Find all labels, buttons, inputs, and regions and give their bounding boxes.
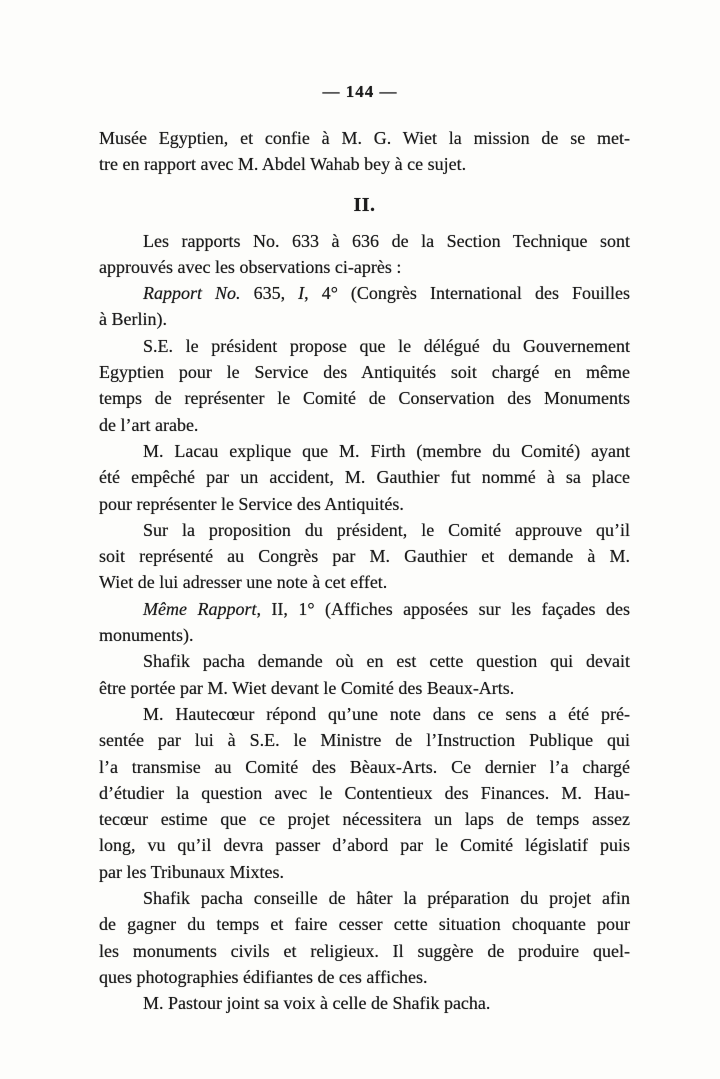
text-line bbox=[99, 701, 630, 727]
text-line bbox=[99, 464, 630, 490]
text-segment: Musée Egyptien, et confie à M. G. Wiet la mission de se met- bbox=[99, 128, 630, 148]
text-segment: été empêché par un accident, M. Gauthier fut nommé à sa place bbox=[99, 467, 630, 488]
text-segment: Egyptien pour le Service des Antiquités soit chargé en même bbox=[99, 362, 630, 383]
body-paragraph bbox=[99, 438, 630, 517]
text-segment: Wiet de lui adresser une note à cet effet. bbox=[99, 572, 388, 593]
text-segment: 635, bbox=[240, 283, 299, 304]
body-paragraph bbox=[99, 228, 630, 281]
text-segment: de gagner du temps et faire cesser cette situation choquante pour bbox=[99, 914, 630, 935]
text-segment: M. Lacau explique que M. Firth (membre du Comité) ayant bbox=[143, 440, 630, 461]
text-line bbox=[99, 151, 630, 177]
page-content bbox=[99, 125, 630, 1017]
text-line bbox=[99, 832, 630, 858]
body-paragraph bbox=[99, 701, 630, 885]
text-segment: Shafik pacha demande où en est cette question qui devait bbox=[143, 651, 630, 672]
text-line bbox=[99, 675, 630, 701]
text-segment: les monuments civils et religieux. Il suggère de produire quel- bbox=[99, 940, 630, 961]
text-line bbox=[99, 517, 630, 543]
text-segment: , II, 1° (Affiches apposées sur les façades des bbox=[256, 598, 630, 619]
text-line bbox=[99, 333, 630, 359]
text-segment: , 4° (Congrès International des Fouilles bbox=[304, 283, 631, 304]
text-segment: pour représenter le Service des Antiquités. bbox=[99, 493, 404, 514]
text-line bbox=[99, 228, 630, 254]
text-line bbox=[99, 964, 630, 990]
text-line bbox=[99, 938, 630, 964]
italic-text-segment: Rapport No. bbox=[143, 283, 241, 304]
text-segment: d’étudier la question avec le Contentieux des Finances. M. Hau- bbox=[99, 782, 630, 803]
text-line bbox=[99, 885, 630, 911]
text-line bbox=[99, 648, 630, 674]
text-line bbox=[99, 254, 630, 280]
text-segment: long, vu qu’il devra passer d’abord par le Comité législatif puis bbox=[99, 835, 630, 856]
text-segment: tecœur estime que ce projet nécessitera un laps de temps assez bbox=[99, 809, 630, 830]
section-heading: II. bbox=[353, 193, 376, 216]
text-line bbox=[99, 491, 630, 517]
page-number: — 144 — bbox=[322, 82, 398, 101]
text-line bbox=[99, 125, 630, 151]
text-line bbox=[99, 622, 630, 648]
body-paragraph bbox=[99, 333, 630, 438]
text-line bbox=[99, 438, 630, 464]
text-line bbox=[99, 780, 630, 806]
text-line bbox=[99, 596, 630, 622]
body-paragraph bbox=[99, 517, 630, 596]
text-line bbox=[99, 990, 630, 1016]
text-line bbox=[99, 359, 630, 385]
text-line bbox=[99, 754, 630, 780]
italic-text-segment: Même Rapport bbox=[143, 598, 257, 619]
text-line bbox=[99, 569, 630, 595]
body-paragraph bbox=[99, 596, 630, 649]
text-line bbox=[99, 280, 630, 306]
text-segment: soit représenté au Congrès par M. Gauthier et demande à M. bbox=[99, 546, 630, 567]
text-line bbox=[99, 385, 630, 411]
text-segment: approuvés avec les observations ci-après : bbox=[99, 256, 402, 277]
text-segment: Les rapports No. 633 à 636 de la Section Technique sont bbox=[143, 230, 630, 251]
text-segment: de l’art arabe. bbox=[99, 414, 199, 435]
text-line bbox=[99, 806, 630, 832]
text-segment: sentée par lui à S.E. le Ministre de l’Instruction Publique qui bbox=[99, 730, 630, 751]
text-line bbox=[99, 911, 630, 937]
body-paragraph bbox=[99, 648, 630, 701]
text-line bbox=[99, 859, 630, 885]
text-segment: l’a transmise au Comité des Bèaux-Arts. Ce dernier l’a chargé bbox=[99, 756, 630, 777]
text-line bbox=[99, 306, 630, 332]
text-segment: Shafik pacha conseille de hâter la préparation du projet afin bbox=[143, 888, 630, 909]
text-segment: S.E. le président propose que le délégué du Gouvernement bbox=[143, 335, 630, 356]
text-segment: à Berlin). bbox=[99, 309, 167, 330]
text-segment: monuments). bbox=[99, 625, 194, 646]
body-paragraph bbox=[99, 885, 630, 990]
text-segment: M. Pastour joint sa voix à celle de Shafik pacha. bbox=[143, 993, 491, 1014]
body-paragraph bbox=[99, 125, 630, 178]
body-paragraph bbox=[99, 990, 630, 1016]
text-segment: être portée par M. Wiet devant le Comité des Beaux-Arts. bbox=[99, 677, 515, 698]
body-paragraph bbox=[99, 280, 630, 333]
text-segment: temps de représenter le Comité de Conservation des Monuments bbox=[99, 388, 630, 409]
text-segment: ques photographies édifiantes de ces affiches. bbox=[99, 966, 428, 987]
text-line bbox=[99, 543, 630, 569]
italic-text-segment: I bbox=[298, 283, 305, 304]
text-segment: par les Tribunaux Mixtes. bbox=[99, 861, 285, 882]
text-segment: tre en rapport avec M. Abdel Wahab bey à ce sujet. bbox=[99, 154, 467, 175]
text-line bbox=[99, 412, 630, 438]
text-line bbox=[99, 727, 630, 753]
text-segment: M. Hautecœur répond qu’une note dans ce sens a été pré- bbox=[143, 703, 630, 724]
text-segment: Sur la proposition du président, le Comité approuve qu’il bbox=[143, 519, 630, 540]
